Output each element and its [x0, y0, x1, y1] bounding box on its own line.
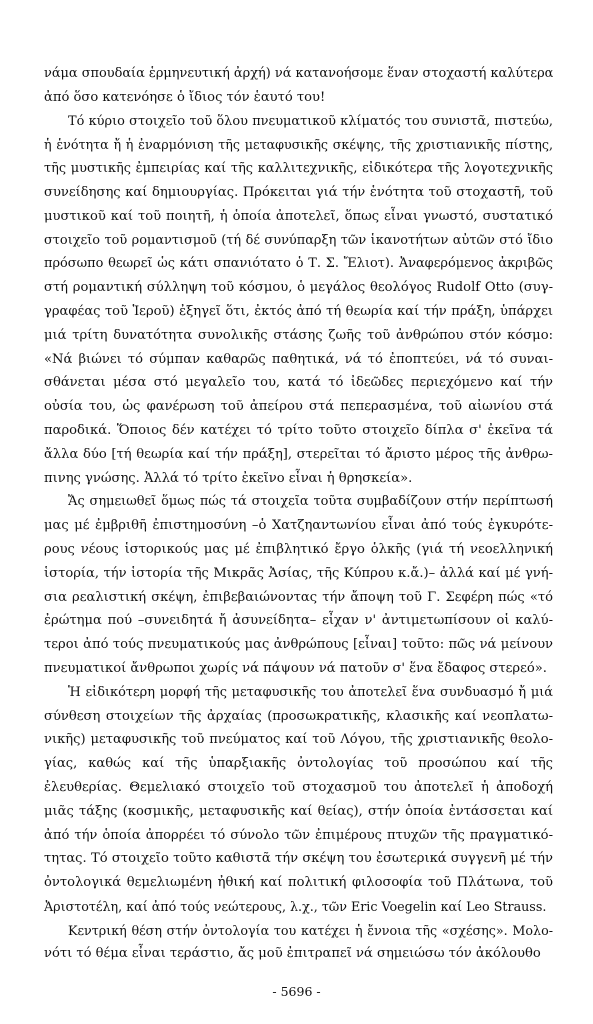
- text-line: τητας. Τό στοιχεῖο τοῦτο καθιστᾶ τήν σκέψη του ἐσωτερικά συγγενῆ μέ τήν: [44, 851, 553, 867]
- text-line: γραφέας τοῦ Ἱεροῦ) ἐξηγεῖ ὅτι, ἐκτός ἀπό τή θεωρία καί τήν πράξη, ὑπάρχει: [44, 303, 553, 319]
- text-line: πρόσωπο θεωρεῖ ὡς κάτι σπανιότατο ὁ Τ. Σ. Ἔλιοτ). Ἀναφερόμενος ἀκριβῶς: [44, 256, 553, 272]
- paragraph: [44, 110, 553, 491]
- text-line: συνείδησης καί δημιουργίας. Πρόκειται γιά τήν ἑνότητα τοῦ στοχαστῆ, τοῦ: [44, 184, 553, 200]
- text-line: πινης γνώσης. Ἀλλά τό τρίτο ἐκεῖνο εἶναι ἡ θρησκεία».: [44, 470, 413, 486]
- text-line: ὀντολογικά θεμελιωμένη ἠθική καί πολιτική φιλοσοφία τοῦ Πλάτωνα, τοῦ: [44, 875, 553, 891]
- text-line: οὐσία του, ὡς φανέρωση τοῦ ἀπείρου στά πεπερασμένα, τοῦ αἰωνίου στά: [44, 399, 553, 415]
- text-line: «Νά βιώνει τό σύμπαν καθαρῶς παθητικά, νά τό ἐποπτεύει, νά τό συναι-: [44, 351, 553, 367]
- text-line: ἐλευθερίας. Θεμελιακό στοιχεῖο τοῦ στοχασμοῦ του ἀποτελεῖ ἡ ἀποδοχή: [44, 779, 553, 795]
- text-line: Ἀριστοτέλη, καί ἀπό τούς νεώτερους, λ.χ., τῶν Eric Voegelin καί Leo Strauss.: [44, 898, 547, 914]
- text-line: ἡ ἑνότητα ἤ ἡ ἐναρμόνιση τῆς μεταφυσικῆς σκέψης, τῆς χριστιανικῆς πίστης,: [44, 137, 553, 153]
- text-line: σύνθεση στοιχείων τῆς ἀρχαίας (προσωκρατικῆς, κλασικῆς καί νεοπλατω-: [44, 708, 553, 724]
- text-line: ἐρώτημα πού –συνειδητά ἤ ἀσυνείδητα– εἶχαν ν' ἀντιμετωπίσουν οἱ καλύ-: [44, 613, 553, 629]
- text-line: τῆς μυστικῆς ἐμπειρίας καί τῆς καλλιτεχνικῆς, εἰδικότερα τῆς λογοτεχνικῆς: [44, 161, 553, 177]
- text-line: μιᾶς τάξης (κοσμικῆς, μεταφυσικῆς καί θείας), στήν ὁποία ἐντάσσεται καί: [44, 803, 553, 819]
- text-line: Ἡ εἰδικότερη μορφή τῆς μεταφυσικῆς του ἀποτελεῖ ἕνα συνδυασμό ἤ μιά: [68, 684, 553, 700]
- text-line: μας μέ ἐμβριθῆ ἐπιστημοσύνη –ὁ Χατζηαντωνίου εἶναι ἀπό τούς ἐγκυρότε-: [44, 518, 553, 534]
- text-line: ρους νέους ἱστορικούς μας μέ ἐπιβλητικό ἔργο ὁλκῆς (γιά τή νεοελληνική: [44, 541, 553, 557]
- text-line: στοιχεῖο τοῦ ρομαντισμοῦ (τή δέ συνύπαρξη τῶν ἱκανοτήτων αὐτῶν στό ἴδιο: [44, 232, 553, 248]
- text-line: στή ρομαντική σύλληψη τοῦ κόσμου, ὁ μεγάλος θεολόγος Rudolf Otto (συγ-: [44, 280, 553, 296]
- text-line: Ἄς σημειωθεῖ ὅμως πώς τά στοιχεῖα τοῦτα συμβαδίζουν στήν περίπτωσή: [68, 494, 553, 510]
- paragraph: [44, 919, 553, 967]
- text-line: ἀπό τήν ὁποία ἀπορρέει τό σύνολο τῶν ἐπιμέρους πτυχῶν τῆς πραγματικό-: [44, 827, 553, 843]
- text-line: ἄλλα δύο [τή θεωρία καί τήν πράξη], στερεῖται τό ἄριστο μέρος τῆς ἀνθρω-: [44, 446, 553, 462]
- text-line: Κεντρική θέση στήν ὀντολογία του κατέχει ἡ ἔννοια τῆς «σχέσης». Μολο-: [68, 922, 553, 938]
- text-line: νότι τό θέμα εἶναι τεράστιο, ἄς μοῦ ἐπιτραπεῖ νά σημειώσω τόν ἀκόλουθο: [44, 946, 541, 962]
- text-line: παροδικά. Ὅποιος δέν κατέχει τό τρίτο τοῦτο στοιχεῖο δίπλα σ' ἐκεῖνα τά: [44, 422, 553, 438]
- paragraph: [44, 62, 553, 110]
- text-line: ἀπό ὅσο κατενόησε ὁ ἴδιος τόν ἑαυτό του!: [44, 89, 326, 105]
- text-line: σθάνεται μέσα στό μεγαλεῖο του, κατά τό ἰδεῶδες περιεχόμενο καί τήν: [44, 375, 553, 391]
- page-number: - 5696 -: [272, 984, 321, 999]
- text-line: ἱστορία, τήν ἱστορία τῆς Μικρᾶς Ἀσίας, τῆς Κύπρου κ.ἄ.)– ἀλλά καί μέ γνή-: [44, 565, 553, 581]
- text-line: μιά τρίτη δυνατότητα συνολικῆς στάσης ζωῆς τοῦ ἀνθρώπου στόν κόσμο:: [44, 327, 553, 343]
- text-line: νικῆς) μεταφυσικῆς τοῦ πνεύματος καί τοῦ Λόγου, τῆς χριστιανικῆς θεολο-: [44, 732, 553, 748]
- text-line: μυστικοῦ καί τοῦ ποιητῆ, ἡ ὁποία ἀποτελεῖ, ὅπως εἶναι γνωστό, συστατικό: [44, 208, 553, 224]
- body-text: [44, 62, 553, 966]
- paragraph: [44, 490, 553, 680]
- text-line: τεροι ἀπό τούς πνευματικούς μας ἀνθρώπους [εἶναι] τοῦτο: πῶς νά μείνουν: [44, 637, 553, 653]
- text-line: σια ρεαλιστική σκέψη, ἐπιβεβαιώνοντας τήν ἄποψη τοῦ Γ. Σεφέρη πώς «τό: [44, 589, 553, 605]
- text-line: Τό κύριο στοιχεῖο τοῦ ὅλου πνευματικοῦ κλίματός του συνιστᾶ, πιστεύω,: [68, 113, 553, 129]
- paragraph: [44, 681, 553, 919]
- text-line: νάμα σπουδαία ἑρμηνευτική ἀρχή) νά κατανοήσομε ἕναν στοχαστή καλύτερα: [44, 66, 554, 81]
- text-line: γίας, καθώς καί τῆς ὑπαρξιακῆς ὀντολογίας τοῦ προσώπου καί τῆς: [44, 756, 553, 772]
- text-line: πνευματικοί ἄνθρωποι χωρίς νά πάψουν νά πατοῦν σ' ἕνα ἔδαφος στερεό».: [44, 660, 547, 676]
